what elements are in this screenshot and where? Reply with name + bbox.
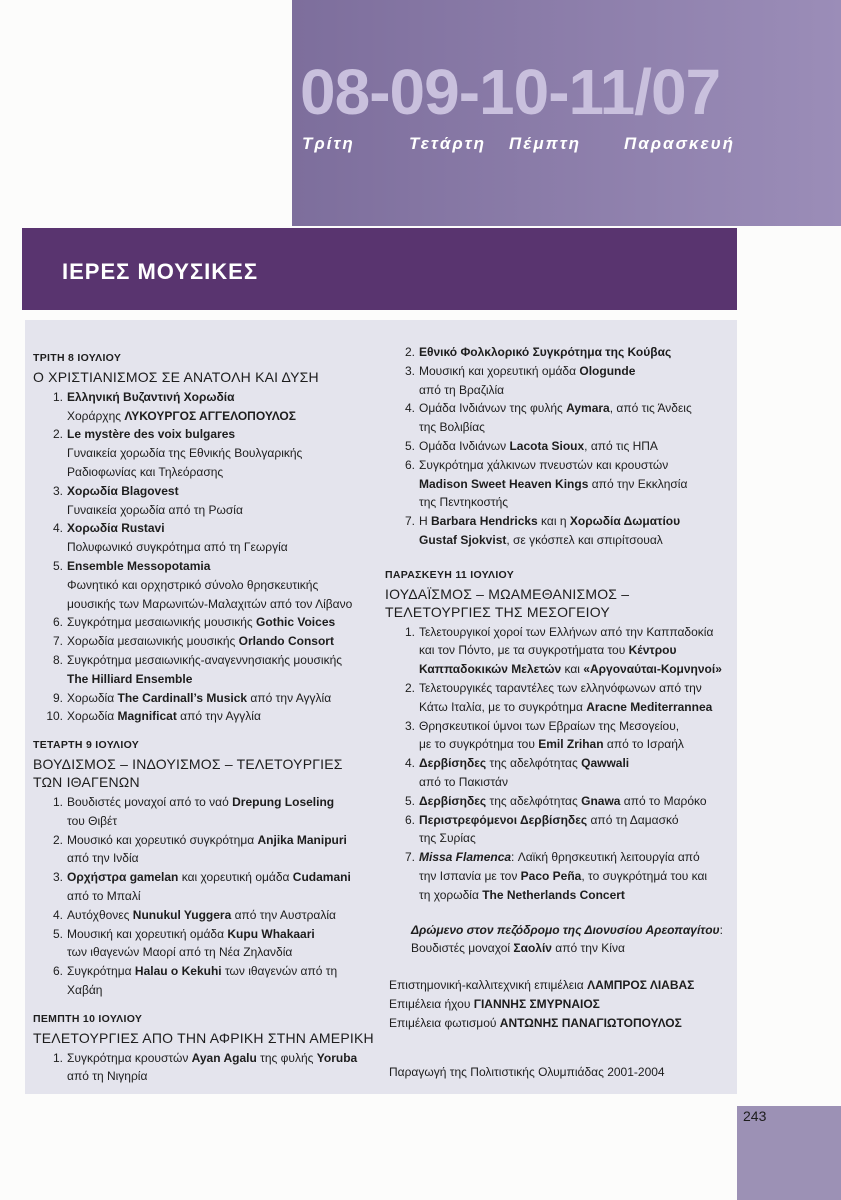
- page-number: 243: [743, 1108, 767, 1124]
- item-text: Η: [419, 514, 431, 529]
- theme-heading: ΤΕΛΕΤΟΥΡΓΙΕΣ ΤΗΣ ΜΕΣΟΓΕΙΟΥ: [385, 603, 610, 620]
- item-number: 7.: [52, 634, 63, 649]
- item-text: από το Μπαλί: [67, 888, 141, 903]
- performer: Δερβίσηδες: [419, 793, 487, 808]
- header-block: [292, 0, 841, 226]
- performer: Περιστρεφόμενοι Δερβίσηδες: [419, 812, 588, 827]
- performer: Drepung Loseling: [232, 794, 335, 809]
- performer: Δερβίσηδες: [419, 756, 487, 771]
- item-text: Πολυφωνικό συγκρότημα από τη Γεωργία: [67, 540, 288, 555]
- item-text: από τη Βραζιλία: [419, 382, 505, 397]
- item-number: 10.: [46, 709, 63, 724]
- item-text: από την Αγγλία: [176, 709, 261, 724]
- day-heading: ΤΕΤΑΡΤΗ 9 ΙΟΥΛΙΟΥ: [33, 739, 140, 752]
- item-text: της Πεντηκοστής: [419, 495, 509, 510]
- credit-name: ΑΝΤΩΝΗΣ ΠΑΝΑΓΙΩΤΟΠΟΥΛΟΣ: [499, 1015, 682, 1030]
- theme-heading: ΙΟΥΔΑΪΣΜΟΣ – ΜΩΑΜΕΘΑΝΙΣΜΟΣ –: [385, 585, 630, 602]
- list-item: [33, 482, 393, 520]
- item-number: 6.: [404, 812, 415, 827]
- performer: Madison Sweet Heaven Kings: [419, 476, 589, 491]
- item-text: και: [561, 662, 584, 677]
- item-text: Ομάδα Ινδιάνων της φυλής: [419, 401, 567, 416]
- weekday-2: Τετάρτη: [409, 134, 487, 153]
- list-item: [33, 425, 393, 481]
- item-number: 6.: [404, 457, 415, 472]
- performer: Χορωδία Δωματίου: [569, 514, 681, 529]
- item-number: 6.: [52, 615, 63, 630]
- item-text: από τη Νιγηρία: [67, 1069, 148, 1084]
- credit-role: Επιμέλεια φωτισμού: [389, 1015, 500, 1030]
- item-text: και η: [537, 514, 570, 529]
- list-item: [385, 848, 730, 904]
- item-text: Συγκρότημα κρουστών: [67, 1050, 192, 1065]
- street-event-heading: Δρώμενο στον πεζόδρομο της Διονυσίου Αρεοπαγίτου: [411, 922, 720, 937]
- list-item: [385, 679, 730, 717]
- item-text: , από τις ΗΠΑ: [584, 438, 658, 453]
- production-credit: Παραγωγή της Πολιτιστικής Ολυμπιάδας 2001-2004: [389, 1064, 665, 1079]
- item-text: από την Αγγλία: [247, 690, 332, 705]
- item-number: 1.: [52, 389, 63, 404]
- section-band: [22, 228, 737, 310]
- performer: Lacota Sioux: [509, 438, 585, 453]
- performer: Orlando Consort: [238, 634, 334, 649]
- list-item: [33, 1049, 393, 1087]
- list-item: [33, 613, 393, 632]
- performer: Le mystère des voix bulgares: [67, 427, 236, 442]
- theme-heading: Ο ΧΡΙΣΤΙΑΝΙΣΜΟΣ ΣΕ ΑΝΑΤΟΛΗ ΚΑΙ ΔΥΣΗ: [33, 368, 319, 385]
- item-text: Μουσική και χορευτική ομάδα: [419, 363, 580, 378]
- performer: ΛΥΚΟΥΡΓΟΣ ΑΓΓΕΛΟΠΟΥΛΟΣ: [124, 408, 296, 423]
- credits: [385, 976, 730, 1032]
- list-item: [33, 925, 393, 963]
- day-heading: ΠΕΜΠΤΗ 10 ΙΟΥΛΙΟΥ: [33, 1012, 143, 1025]
- item-text: με το συγκρότημα του: [419, 737, 539, 752]
- performer: Gnawa: [581, 793, 621, 808]
- performer: Anjika Manipuri: [257, 832, 347, 847]
- performer: The Hilliard Ensemble: [67, 671, 193, 686]
- credit-line: [389, 976, 730, 995]
- program-box: [25, 320, 737, 1094]
- item-text: Αυτόχθονες: [67, 907, 133, 922]
- item-number: 5.: [52, 558, 63, 573]
- item-text: Συγκρότημα μεσαιωνικής-αναγεννησιακής μουσικής: [67, 652, 343, 667]
- item-number: 3.: [404, 718, 415, 733]
- theme-heading: ΤΩΝ ΙΘΑΓΕΝΩΝ: [33, 773, 140, 790]
- program-right-column: [385, 343, 730, 1081]
- item-number: 4.: [404, 756, 415, 771]
- list-item: [385, 792, 730, 811]
- item-text: Βουδιστές μοναχοί από το ναό: [67, 794, 233, 809]
- item-text: της Βολιβίας: [419, 420, 485, 435]
- item-number: 3.: [52, 483, 63, 498]
- item-text: των ιθαγενών Μαορί από τη Νέα Ζηλανδία: [67, 945, 293, 960]
- performer: Χορωδία Rustavi: [67, 521, 165, 536]
- item-text: Συγκρότημα μεσαιωνικής μουσικής: [67, 615, 257, 630]
- item-text: από τη Δαμασκό: [587, 812, 679, 827]
- performer: Χορωδία Blagovest: [67, 483, 179, 498]
- list-item: [33, 557, 393, 613]
- item-text: Μουσικό και χορευτικό συγκρότημα: [67, 832, 258, 847]
- item-text: Γυναικεία χορωδία της Εθνικής Βουλγαρικής: [67, 446, 303, 461]
- item-text: της αδελφότητας: [486, 756, 582, 771]
- credit-name: ΛΑΜΠΡΟΣ ΛΙΑΒΑΣ: [587, 978, 695, 993]
- item-text: Συγκρότημα: [67, 964, 135, 979]
- list-item: [385, 399, 730, 437]
- list-item: [33, 651, 393, 689]
- performer: Yoruba: [316, 1050, 358, 1065]
- performer: Ayan Agalu: [191, 1050, 257, 1065]
- list-item: [385, 512, 730, 550]
- item-text: Γυναικεία χορωδία από τη Ρωσία: [67, 502, 243, 517]
- item-number: 2.: [404, 345, 415, 359]
- performer: Εθνικό Φολκλορικό Συγκρότημα της Κούβας: [419, 345, 672, 359]
- list-item: [385, 754, 730, 792]
- performer: Ologunde: [579, 363, 636, 378]
- credit-name: ΓΙΑΝΝΗΣ ΣΜΥΡΝΑΙΟΣ: [473, 996, 600, 1011]
- item-text: , από τις Άνδεις: [609, 401, 692, 416]
- item-number: 2.: [52, 427, 63, 442]
- item-text: : Λαϊκή θρησκευτική λειτουργία από: [511, 850, 700, 865]
- item-number: 2.: [404, 680, 415, 695]
- item-text: Ομάδα Ινδιάνων: [419, 438, 510, 453]
- item-text: Ραδιοφωνίας και Τηλεόρασης: [67, 464, 224, 479]
- program-left-column: [33, 344, 393, 1086]
- item-number: 4.: [52, 907, 63, 922]
- weekday-4: Παρασκευή: [624, 134, 736, 153]
- credit-role: Επιμέλεια ήχου: [389, 996, 474, 1011]
- item-text: Χορωδία: [67, 709, 118, 724]
- performer: Κέντρου: [628, 643, 677, 658]
- section-title: ΙΕΡΕΣ ΜΟΥΣΙΚΕΣ: [62, 259, 259, 284]
- performer: Aymara: [566, 401, 610, 416]
- performer: Kupu Whakaari: [227, 926, 315, 941]
- item-number: 7.: [404, 514, 415, 529]
- list-item: [33, 868, 393, 906]
- item-text: τη χορωδία: [419, 887, 483, 902]
- item-text: της Συρίας: [419, 831, 476, 846]
- item-number: 4.: [404, 401, 415, 416]
- item-text: Θρησκευτικοί ύμνοι των Εβραίων της Μεσογείου,: [419, 718, 680, 733]
- item-text: Χορωδία μεσαιωνικής μουσικής: [67, 634, 239, 649]
- day-heading: ΠΑΡΑΣΚΕΥΗ 11 ΙΟΥΛΙΟΥ: [385, 568, 515, 581]
- list-item: [33, 388, 393, 426]
- item-text: της φυλής: [256, 1050, 317, 1065]
- performer: Cudamani: [292, 870, 351, 885]
- performer: Barbara Hendricks: [431, 514, 538, 529]
- list-item: [33, 831, 393, 869]
- list-item: [385, 437, 730, 456]
- credit-role: Επιστημονική-καλλιτεχνική επιμέλεια: [389, 978, 588, 993]
- item-text: , το συγκρότημά του και: [581, 868, 708, 883]
- list-item: [385, 811, 730, 849]
- day-heading: ΤΡΙΤΗ 8 ΙΟΥΛΙΟΥ: [33, 352, 122, 364]
- item-number: 1.: [52, 1050, 63, 1065]
- performer: Halau o Kekuhi: [134, 964, 222, 979]
- item-text: Χορωδία: [67, 690, 118, 705]
- dates-heading: 08-09-10-11/07: [300, 56, 721, 128]
- credit-line: [389, 1014, 730, 1033]
- list-item: [385, 362, 730, 400]
- performer: «Αργοναύται-Κομνηνοί»: [583, 662, 722, 677]
- performer: Σαολίν: [513, 941, 552, 956]
- performer: Gothic Voices: [256, 615, 336, 630]
- performer: Missa Flamenca: [419, 850, 512, 865]
- item-text: Μουσική και χορευτική ομάδα: [67, 926, 228, 941]
- theme-heading: ΤΕΛΕΤΟΥΡΓΙΕΣ ΑΠΟ ΤΗΝ ΑΦΡΙΚΗ ΣΤΗΝ ΑΜΕΡΙΚΗ: [33, 1029, 374, 1046]
- item-number: 1.: [52, 794, 63, 809]
- item-number: 7.: [404, 850, 415, 865]
- list-item: [33, 707, 393, 726]
- list-item: [33, 962, 393, 1000]
- item-text: Χοράρχης: [67, 408, 125, 423]
- list-item: [385, 343, 730, 362]
- list-item: [385, 623, 730, 679]
- item-text: την Ισπανία με τον: [419, 868, 521, 883]
- list-item: [33, 632, 393, 651]
- page-number-box: [737, 1106, 841, 1200]
- performer: Ensemble Messopotamia: [67, 558, 211, 573]
- item-text: Τελετουργικοί χοροί των Ελλήνων από την Καππαδοκία: [419, 624, 714, 639]
- item-text: Χαβάη: [67, 982, 103, 997]
- performer: Gustaf Sjokvist: [419, 532, 507, 547]
- item-number: 1.: [404, 624, 415, 639]
- item-number: 5.: [404, 793, 415, 808]
- item-text: Βουδιστές μοναχοί: [411, 941, 514, 956]
- item-number: 5.: [404, 438, 415, 453]
- item-text: Φωνητικό και ορχηστρικό σύνολο θρησκευτικής: [67, 577, 319, 592]
- list-item: [33, 793, 393, 831]
- item-number: 3.: [52, 870, 63, 885]
- performer: Ορχήστρα gamelan: [67, 870, 179, 885]
- performer: Emil Zrihan: [538, 737, 604, 752]
- performer: Ελληνική Βυζαντινή Χορωδία: [67, 389, 235, 404]
- item-text: , σε γκόσπελ και σπιρίτσουαλ: [506, 532, 663, 547]
- performer: Paco Peña: [520, 868, 582, 883]
- item-number: 5.: [52, 926, 63, 941]
- item-text: από το Μαρόκο: [620, 793, 707, 808]
- street-event: [385, 921, 730, 959]
- item-text: από την Κίνα: [551, 941, 625, 956]
- item-number: 6.: [52, 964, 63, 979]
- item-text: από την Εκκλησία: [588, 476, 688, 491]
- item-number: 8.: [52, 652, 63, 667]
- performer: Qawwali: [581, 756, 630, 771]
- list-item: [33, 689, 393, 708]
- performer: Aracne Mediterrannea: [586, 699, 713, 714]
- item-text: από την Ινδία: [67, 851, 139, 866]
- item-text: Συγκρότημα χάλκινων πνευστών και κρουστών: [419, 457, 669, 472]
- item-text: από το Πακιστάν: [419, 774, 508, 789]
- weekday-1: Τρίτη: [302, 134, 355, 153]
- item-text: και χορευτική ομάδα: [178, 870, 293, 885]
- item-text: Τελετουργικές ταραντέλες των ελληνόφωνων από την: [419, 680, 702, 695]
- performer: Καππαδοκικών Μελετών: [419, 662, 562, 677]
- item-text: μουσικής των Μαρωνιτών-Μαλαχιτών από τον Λίβανο: [67, 596, 353, 611]
- item-text: :: [719, 922, 723, 937]
- item-text: της αδελφότητας: [486, 793, 582, 808]
- item-text: και τον Πόντο, με τα συγκροτήματα του: [419, 643, 629, 658]
- item-text: από την Αυστραλία: [231, 907, 336, 922]
- performer: The Netherlands Concert: [482, 887, 625, 902]
- list-item: [385, 717, 730, 755]
- item-number: 9.: [52, 690, 63, 705]
- weekday-3: Πέμπτη: [509, 134, 582, 153]
- item-number: 4.: [52, 521, 63, 536]
- item-text: από το Ισραήλ: [603, 737, 684, 752]
- item-text: του Θιβέτ: [67, 813, 118, 828]
- list-item: [33, 519, 393, 557]
- item-text: των ιθαγενών από τη: [221, 964, 338, 979]
- item-number: 3.: [404, 363, 415, 378]
- item-text: Κάτω Ιταλία, με το συγκρότημα: [419, 699, 587, 714]
- item-number: 2.: [52, 832, 63, 847]
- list-item: [33, 906, 393, 925]
- performer: Nunukul Yuggera: [132, 907, 232, 922]
- credit-line: [389, 995, 730, 1014]
- list-item: [385, 456, 730, 512]
- theme-heading: ΒΟΥΔΙΣΜΟΣ – ΙΝΔΟΥΙΣΜΟΣ – ΤΕΛΕΤΟΥΡΓΙΕΣ: [33, 755, 343, 772]
- performer: Magnificat: [117, 709, 177, 724]
- performer: The Cardinall’s Musick: [117, 690, 248, 705]
